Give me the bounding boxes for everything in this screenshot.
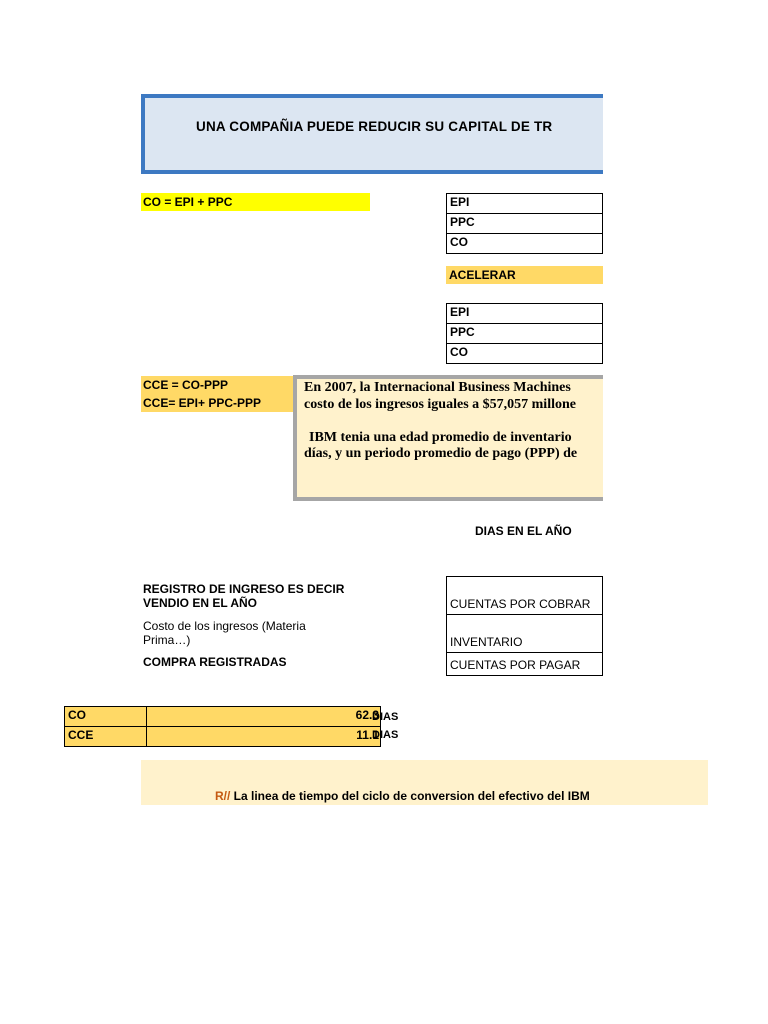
problem-text-line: costo de los ingresos iguales a $57,057 millone — [304, 397, 576, 412]
formula-cce-expanded: CCE= EPI+ PPC-PPP — [143, 396, 262, 410]
table-row: CO — [446, 234, 603, 254]
registro-ingreso-label: REGISTRO DE INGRESO ES DECIR — [143, 582, 345, 596]
result-unit: DIAS — [372, 729, 399, 741]
cuentas-por-pagar: CUENTAS POR PAGAR — [450, 658, 581, 672]
materia-prima-label: Prima…) — [143, 633, 191, 647]
page-edge-cover — [603, 0, 768, 1024]
table-row: EPI — [446, 303, 603, 324]
result-unit: DIAS — [372, 711, 399, 723]
table-row — [446, 653, 603, 676]
formula-co: CO = EPI + PPC — [143, 195, 233, 209]
problem-text-line: días, y un periodo promedio de pago (PPP) de — [304, 446, 578, 461]
result-label: CO — [64, 706, 147, 727]
formula-cce: CCE = CO-PPP — [143, 378, 229, 392]
answer-text — [215, 789, 590, 803]
compra-registradas-label: COMPRA REGISTRADAS — [143, 655, 287, 669]
table-row: PPC — [446, 214, 603, 234]
results-table — [64, 706, 381, 747]
table-row: EPI — [446, 193, 603, 214]
page-title: UNA COMPAÑIA PUEDE REDUCIR SU CAPITAL DE TR — [196, 119, 553, 134]
costo-ingresos-label: Costo de los ingresos (Materia — [143, 619, 306, 633]
inventario: INVENTARIO — [450, 635, 523, 649]
table-epi-ppc-co — [446, 193, 603, 254]
cuentas-por-cobrar: CUENTAS POR COBRAR — [450, 597, 591, 611]
table-row — [446, 615, 603, 653]
table-row — [446, 576, 603, 615]
problem-text-line: En 2007, la Internacional Business Machines — [304, 380, 571, 395]
table-row: PPC — [446, 324, 603, 344]
table-epi-ppc-co-2 — [446, 303, 603, 364]
result-label: CCE — [64, 727, 147, 747]
answer-body: La linea de tiempo del ciclo de conversion del efectivo del IBM — [230, 789, 590, 803]
problem-text-line: IBM tenia una edad promedio de inventario — [309, 430, 572, 445]
answer-band-overflow — [603, 760, 708, 805]
vendio-label: VENDIO EN EL AÑO — [143, 596, 258, 610]
table-row: CO — [446, 344, 603, 364]
result-value: 11.1 — [147, 727, 381, 747]
answer-prefix: R// — [215, 789, 231, 803]
result-value: 62.3 — [147, 706, 381, 727]
accounts-table — [446, 576, 603, 676]
title-box — [141, 94, 611, 174]
table-row — [64, 727, 381, 747]
table-row — [64, 706, 381, 727]
dias-en-el-ano-label: DIAS EN EL AÑO — [475, 524, 572, 538]
acelerar-label: ACELERAR — [449, 268, 516, 282]
